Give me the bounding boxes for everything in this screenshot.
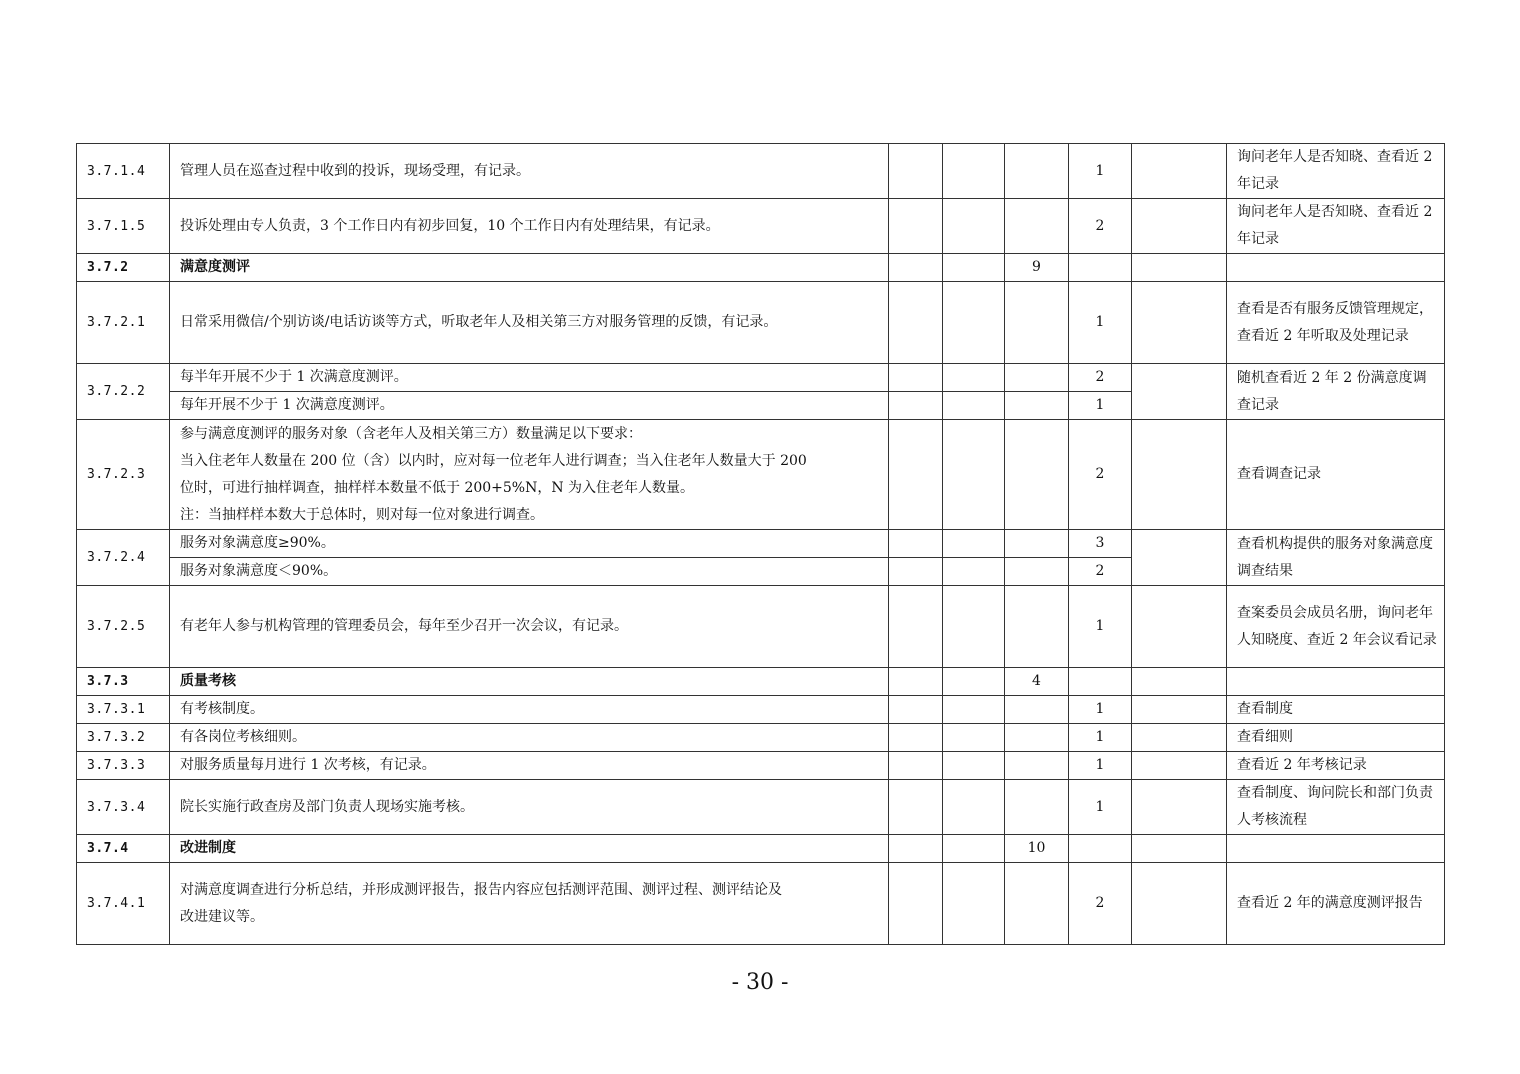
item-code: 3.7.2.5 (77, 586, 170, 668)
table-row (77, 696, 1445, 724)
score: 1 (1069, 780, 1132, 835)
text-line: 参与满意度测评的服务对象（含老年人及相关第三方）数量满足以下要求： (180, 425, 642, 442)
check-method (1227, 668, 1445, 696)
section-code: 3.7.4 (77, 835, 170, 863)
item-code: 3.7.2.2 (77, 364, 170, 420)
item-code: 3.7.2.1 (77, 282, 170, 364)
section-row (77, 668, 1445, 696)
item-code: 3.7.4.1 (77, 863, 170, 945)
score: 1 (1069, 392, 1132, 420)
text-line: 位时，可进行抽样调查，抽样样本数量不低于 200+5%N，N 为入住老年人数量。 (180, 479, 695, 496)
score: 1 (1069, 696, 1132, 724)
score (1069, 668, 1132, 696)
table-row (77, 199, 1445, 254)
score: 1 (1069, 144, 1132, 199)
item-text (170, 863, 889, 945)
check-method: 查看近 2 年考核记录 (1227, 752, 1445, 780)
table-row (77, 863, 1445, 945)
score-total (1005, 420, 1069, 530)
table-row (77, 724, 1445, 752)
item-text: 管理人员在巡查过程中收到的投诉，现场受理，有记录。 (170, 144, 889, 199)
text-line: 对满意度调查进行分析总结，并形成测评报告，报告内容应包括测评范围、测评过程、测评结论及 (180, 881, 782, 898)
item-text: 服务对象满意度≥90%。 (170, 530, 889, 558)
item-code: 3.7.2.4 (77, 530, 170, 586)
item-code: 3.7.3.1 (77, 696, 170, 724)
check-method (1227, 254, 1445, 282)
section-title: 改进制度 (170, 835, 889, 863)
score: 1 (1069, 282, 1132, 364)
score-total (1005, 199, 1069, 254)
text-line: 注：当抽样样本数大于总体时，则对每一位对象进行调查。 (180, 506, 544, 523)
check-method: 查看细则 (1227, 724, 1445, 752)
table-row (77, 780, 1445, 835)
check-method: 查看制度 (1227, 696, 1445, 724)
score-total (1005, 752, 1069, 780)
section-row (77, 254, 1445, 282)
check-method: 查看机构提供的服务对象满意度调查结果 (1227, 530, 1445, 586)
section-title: 满意度测评 (170, 254, 889, 282)
section-title: 质量考核 (170, 668, 889, 696)
item-text (170, 420, 889, 530)
score-total (1005, 724, 1069, 752)
check-method: 询问老年人是否知晓、查看近 2 年记录 (1227, 199, 1445, 254)
score-total: 10 (1005, 835, 1069, 863)
text-line: 改进建议等。 (180, 908, 264, 925)
section-row (77, 835, 1445, 863)
score-total (1005, 282, 1069, 364)
score-total (1005, 586, 1069, 668)
page-number: - 30 - (731, 970, 789, 995)
score: 3 (1069, 530, 1132, 558)
item-text: 投诉处理由专人负责，3 个工作日内有初步回复，10 个工作日内有处理结果，有记录。 (170, 199, 889, 254)
item-text: 日常采用微信/个别访谈/电话访谈等方式，听取老年人及相关第三方对服务管理的反馈，有记录。 (170, 282, 889, 364)
score-total (1005, 780, 1069, 835)
item-code: 3.7.2.3 (77, 420, 170, 530)
item-code: 3.7.3.3 (77, 752, 170, 780)
score: 2 (1069, 364, 1132, 392)
score-total (1005, 144, 1069, 199)
item-code: 3.7.1.5 (77, 199, 170, 254)
section-code: 3.7.2 (77, 254, 170, 282)
item-text: 有考核制度。 (170, 696, 889, 724)
score: 2 (1069, 420, 1132, 530)
item-text: 对服务质量每月进行 1 次考核，有记录。 (170, 752, 889, 780)
score-total (1005, 696, 1069, 724)
score (1069, 254, 1132, 282)
score-total: 4 (1005, 668, 1069, 696)
item-text: 服务对象满意度＜90%。 (170, 558, 889, 586)
table-row (77, 282, 1445, 364)
score (1069, 835, 1132, 863)
section-code: 3.7.3 (77, 668, 170, 696)
check-method: 查看调查记录 (1227, 420, 1445, 530)
assessment-table (76, 143, 1445, 945)
check-method: 查看制度、询问院长和部门负责人考核流程 (1227, 780, 1445, 835)
check-method: 询问老年人是否知晓、查看近 2 年记录 (1227, 144, 1445, 199)
table-row (77, 530, 1445, 558)
score: 2 (1069, 199, 1132, 254)
score: 2 (1069, 863, 1132, 945)
table-row (77, 586, 1445, 668)
table-row (77, 752, 1445, 780)
score-total: 9 (1005, 254, 1069, 282)
item-text: 每年开展不少于 1 次满意度测评。 (170, 392, 889, 420)
check-method: 查案委员会成员名册，询问老年人知晓度、查近 2 年会议看记录 (1227, 586, 1445, 668)
item-code: 3.7.3.4 (77, 780, 170, 835)
table-row (77, 420, 1445, 530)
table-row (77, 144, 1445, 199)
score: 1 (1069, 724, 1132, 752)
item-text: 有各岗位考核细则。 (170, 724, 889, 752)
item-text: 院长实施行政查房及部门负责人现场实施考核。 (170, 780, 889, 835)
check-method: 随机查看近 2 年 2 份满意度调查记录 (1227, 364, 1445, 420)
check-method: 查看近 2 年的满意度测评报告 (1227, 863, 1445, 945)
check-method: 查看是否有服务反馈管理规定，查看近 2 年听取及处理记录 (1227, 282, 1445, 364)
item-text: 有老年人参与机构管理的管理委员会，每年至少召开一次会议，有记录。 (170, 586, 889, 668)
check-method (1227, 835, 1445, 863)
item-code: 3.7.1.4 (77, 144, 170, 199)
score: 2 (1069, 558, 1132, 586)
score: 1 (1069, 752, 1132, 780)
item-text: 每半年开展不少于 1 次满意度测评。 (170, 364, 889, 392)
text-line: 当入住老年人数量在 200 位（含）以内时，应对每一位老年人进行调查；当入住老年人数量大于 200 (180, 452, 807, 469)
score-total (1005, 863, 1069, 945)
score: 1 (1069, 586, 1132, 668)
table-row (77, 364, 1445, 392)
item-code: 3.7.3.2 (77, 724, 170, 752)
